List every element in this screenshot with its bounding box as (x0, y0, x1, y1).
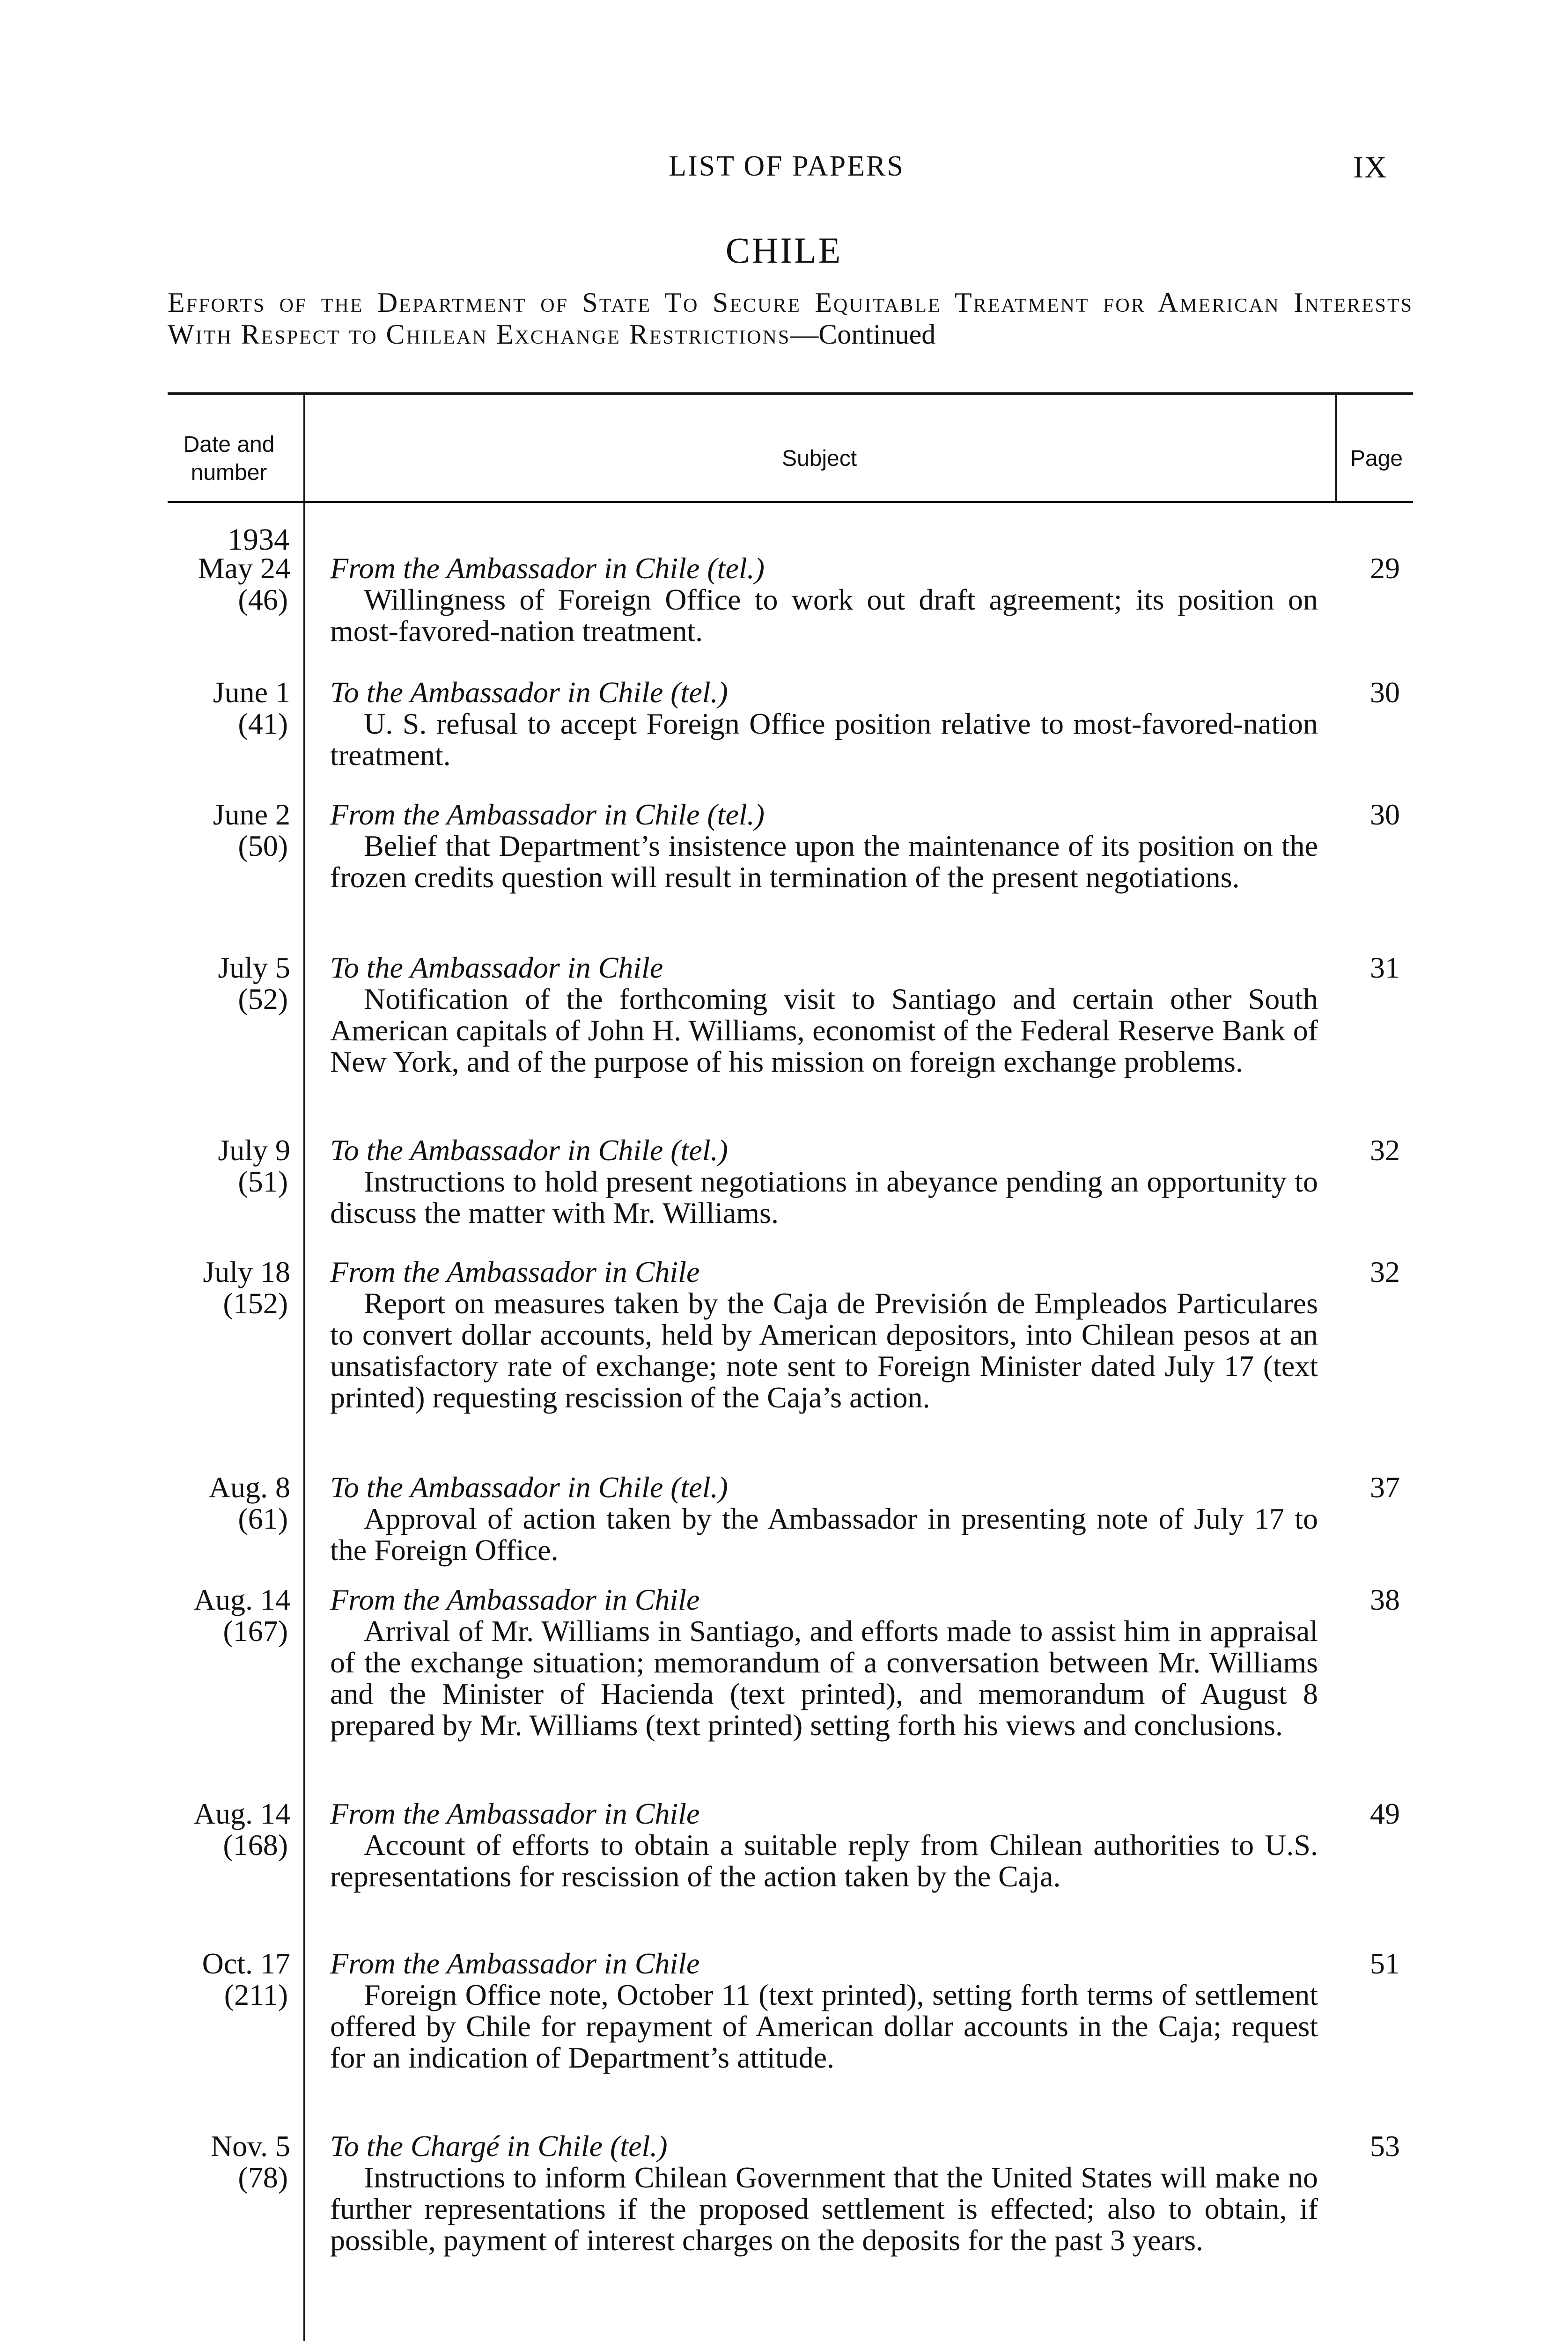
entry-correspondent: From the Ambassador in Chile (tel.) (330, 552, 765, 585)
entry-number: (152) (223, 1287, 288, 1320)
entry-number: (78) (238, 2161, 288, 2194)
entry-date: July 5 (218, 951, 290, 984)
section-title-caps: Efforts of the Department of State To Secure Equitable Treatment for American Interests With Respect to Chilean Exchange Restrictions (168, 287, 1413, 350)
entry-summary: Foreign Office note, October 11 (text printed), setting forth terms of settlement offered by Chile for repayment of American dollar accounts in the Caja; request for an indication of Department’s attitude. (330, 1978, 1318, 2074)
entry-date: July 18 (203, 1255, 290, 1288)
entry-summary: Account of efforts to obtain a suitable reply from Chilean authorities to U.S. representations for rescission of the action taken by the Caja. (330, 1828, 1318, 1893)
entry-page: 32 (1370, 1255, 1400, 1288)
entry-date: June 1 (213, 676, 290, 709)
entry-date: July 9 (218, 1134, 290, 1167)
entry-page: 51 (1370, 1947, 1400, 1980)
entry-summary: U. S. refusal to accept Foreign Office position relative to most-favored-nation treatment. (330, 707, 1318, 772)
column-header-subject: Subject (781, 446, 857, 471)
entry-correspondent: To the Chargé in Chile (tel.) (330, 2129, 668, 2163)
entry-page: 38 (1370, 1583, 1400, 1616)
entry-date: Aug. 14 (193, 1583, 290, 1616)
entry-number: (211) (224, 1978, 288, 2011)
entry-date: Aug. 14 (193, 1797, 290, 1830)
entry-number: (50) (238, 829, 288, 862)
country-heading: CHILE (725, 230, 843, 271)
entry-correspondent: To the Ambassador in Chile (tel.) (330, 1134, 728, 1167)
entry-correspondent: To the Ambassador in Chile (tel.) (330, 1471, 728, 1504)
entry-summary: Instructions to inform Chilean Government that the United States will make no further representations if the proposed settlement is effected; also to obtain, if possible, payment of interest charges on the deposits for the past 3 years. (330, 2161, 1318, 2257)
entry-number: (46) (238, 583, 288, 616)
entry-date: Nov. 5 (210, 2129, 290, 2163)
entry-page: 31 (1370, 951, 1400, 984)
entry-summary: Notification of the forthcoming visit to Santiago and certain other South American capitals of John H. Williams, economist of the Federal Reserve Bank of New York, and of the purpose of his mission on foreign exchange problems. (330, 982, 1318, 1078)
entry-correspondent: To the Ambassador in Chile (tel.) (330, 676, 728, 709)
entry-page: 32 (1370, 1134, 1400, 1167)
entry-page: 53 (1370, 2129, 1400, 2163)
entry-date: Aug. 8 (208, 1471, 290, 1504)
entry-summary: Willingness of Foreign Office to work out draft agreement; its position on most-favored-nation treatment. (330, 583, 1318, 648)
entry-number: (52) (238, 982, 288, 1016)
entry-number: (51) (238, 1165, 288, 1198)
section-title-continued: —Continued (790, 319, 936, 350)
entry-correspondent: From the Ambassador in Chile (tel.) (330, 798, 765, 831)
entry-summary: Approval of action taken by the Ambassador in presenting note of July 17 to the Foreign Office. (330, 1502, 1318, 1567)
column-header-page: Page (1350, 446, 1403, 471)
entry-correspondent: From the Ambassador in Chile (330, 1947, 700, 1980)
entry-correspondent: From the Ambassador in Chile (330, 1797, 700, 1830)
entry-page: 29 (1370, 552, 1400, 585)
entry-number: (167) (223, 1614, 288, 1648)
entry-correspondent: To the Ambassador in Chile (330, 951, 663, 984)
entry-date: Oct. 17 (202, 1947, 290, 1980)
entry-number: (61) (238, 1502, 288, 1535)
entry-date: June 2 (213, 798, 290, 831)
entry-date: May 24 (198, 552, 290, 585)
entry-summary: Report on measures taken by the Caja de Previsión de Empleados Particulares to convert dollar accounts, held by American depositors, into Chilean pesos at an unsatisfactory rate of exchange; note sent to Foreign Minister dated July 17 (text printed) requesting rescission of the Caja’s action. (330, 1287, 1318, 1414)
column-header-date: Date and number (183, 432, 275, 485)
year-label: 1934 (228, 523, 289, 557)
running-title: LIST OF PAPERS (669, 150, 905, 182)
entry-page: 30 (1370, 798, 1400, 831)
page-folio: IX (1353, 150, 1388, 184)
entry-page: 37 (1370, 1471, 1400, 1504)
entry-page: 49 (1370, 1797, 1400, 1830)
entry-correspondent: From the Ambassador in Chile (330, 1583, 700, 1616)
entry-page: 30 (1370, 676, 1400, 709)
entry-number: (41) (238, 707, 288, 740)
entry-summary: Belief that Department’s insistence upon the maintenance of its position on the frozen credits question will result in termination of the present negotiations. (330, 829, 1318, 894)
entry-summary: Instructions to hold present negotiations in abeyance pending an opportunity to discuss the matter with Mr. Williams. (330, 1165, 1318, 1229)
entry-summary: Arrival of Mr. Williams in Santiago, and efforts made to assist him in appraisal of the exchange situation; memorandum of a conversation between Mr. Williams and the Minister of Hacienda (text printed), and memorandum of August 8 prepared by Mr. Williams (text printed) setting forth his views and conclusions. (330, 1614, 1318, 1742)
entry-number: (168) (223, 1828, 288, 1862)
entry-correspondent: From the Ambassador in Chile (330, 1255, 700, 1288)
